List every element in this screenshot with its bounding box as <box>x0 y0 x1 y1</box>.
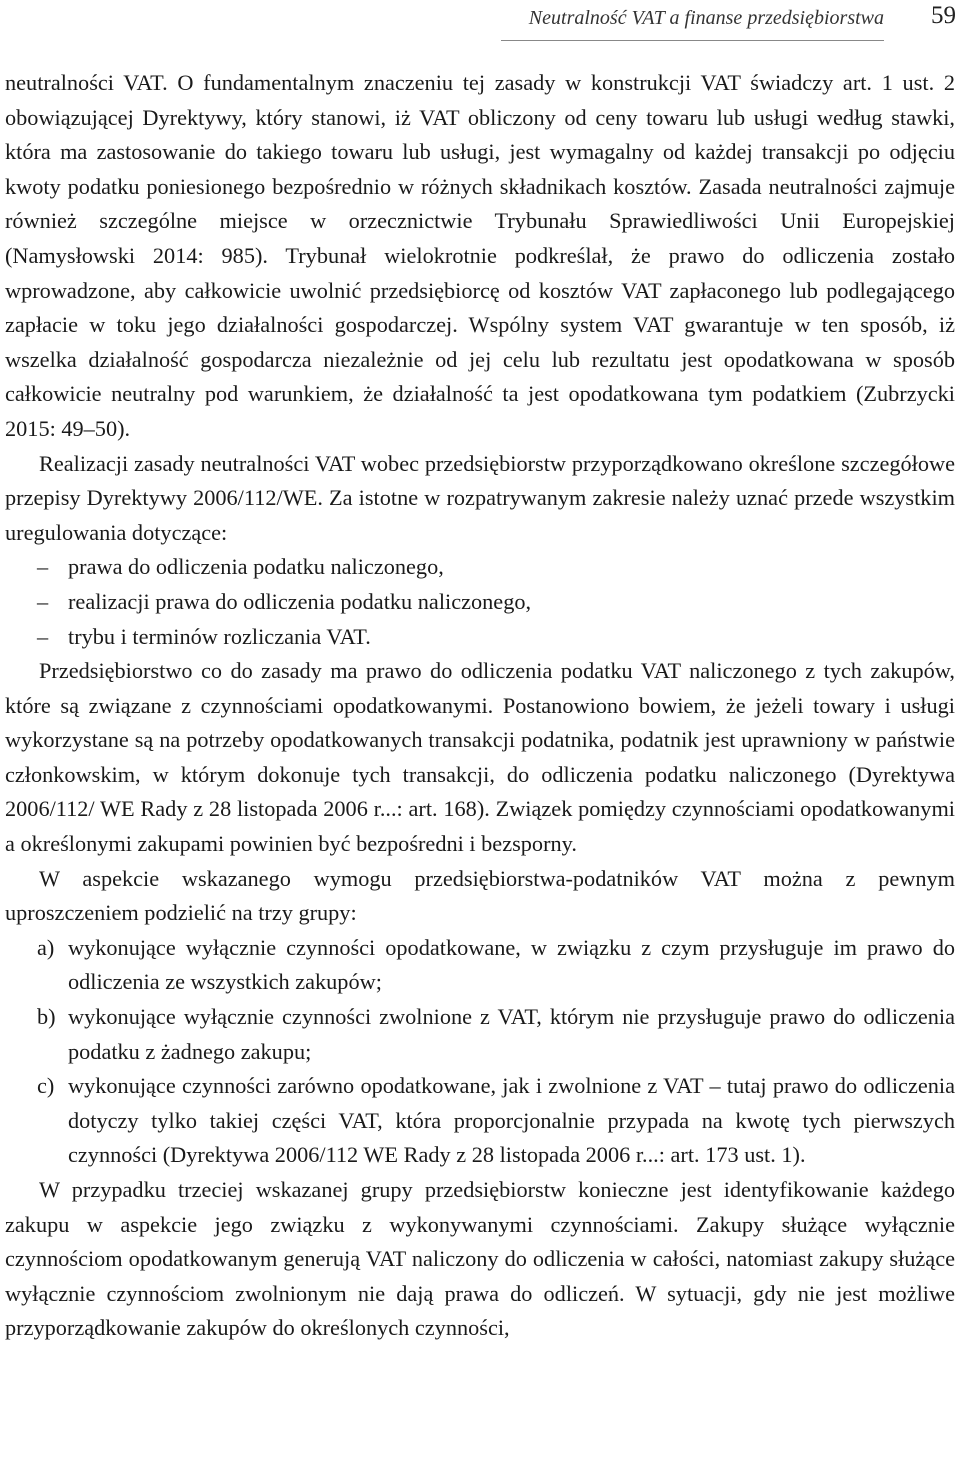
dash-list-item-text: realizacji prawa do odliczenia podatku naliczonego, <box>68 588 532 614</box>
alpha-marker: b) <box>37 1004 56 1030</box>
running-header <box>0 0 960 44</box>
alpha-list <box>5 931 955 1173</box>
paragraph-continued: neutralności VAT. O fundamentalnym znaczeniu tej zasady w konstrukcji VAT świadczy art. 1 ust. 2 obowiązującej Dyrektywy, który stanowi, iż VAT obliczony od ceny towaru lub usługi według stawki, która ma zastosowanie do takiego towaru lub usługi, jest wymagalny od każdej transakcji po odjęciu kwoty podatku poniesionego bezpośrednio w różnych składnikach kosztów. Zasada neutralności zajmuje również szczególne miejsce w orzecznictwie Trybunału Sprawiedliwości Unii Europejskiej (Namysłowski 2014: 985). Trybunał wielokrotnie podkreślał, że prawo do odliczenia zostało wprowadzone, aby całkowicie uwolnić przedsiębiorcę od kosztów VAT zapłaconego lub podlegającego zapłacie w toku jego działalności gospodarczej. Wspólny system VAT gwarantuje w ten sposób, iż wszelka działalność gospodarcza niezależnie od jej celu lub rezultatu jest opodatkowana w sposób całkowicie neutralny pod warunkiem, że działalność ta jest opodatkowana tym podatkiem (Zubrzycki 2015: 49–50). <box>5 70 955 441</box>
paragraph-third-group: W przypadku trzeciej wskazanej grupy przedsiębiorstw konieczne jest identyfikowanie każdego zakupu w aspekcie jego związku z wykonywanymi czynnościami. Zakupy służące wyłącznie czynnościom opodatkowanym generują VAT naliczony do odliczenia w całości, natomiast zakupy służące wyłącznie czynnościom zwolnionym nie dają prawa do odliczeń. W sytuacji, gdy nie jest możliwe przyporządkowanie zakupów do określonych czynności, <box>5 1177 955 1341</box>
alpha-list-item <box>5 931 955 1000</box>
dash-list-item-text: trybu i terminów rozliczania VAT. <box>68 623 371 649</box>
dash-marker: – <box>37 554 49 580</box>
dash-marker: – <box>37 623 49 649</box>
running-header-title: Neutralność VAT a finanse przedsiębiorstwa <box>528 7 884 29</box>
alpha-marker: a) <box>37 934 55 960</box>
dash-list-item <box>5 550 955 585</box>
body-text <box>5 66 955 1346</box>
dash-list <box>5 550 955 654</box>
dash-list-item <box>5 585 955 620</box>
header-rule <box>501 40 884 41</box>
dash-marker: – <box>37 588 49 614</box>
alpha-list-item-text: wykonujące wyłącznie czynności zwolnione z VAT, którym nie przysługuje prawo do odliczenia podatku z żadnego zakupu; <box>68 1004 955 1064</box>
dash-list-item <box>5 620 955 655</box>
paragraph-three-groups: W aspekcie wskazanego wymogu przedsiębiorstwa-podatników VAT można z pewnym uproszczeniem podzielić na trzy grupy: <box>5 865 955 926</box>
alpha-list-item-text: wykonujące czynności zarówno opodatkowane, jak i zwolnione z VAT – tutaj prawo do odliczenia dotyczy tylko takiej części VAT, która proporcjonalnie przypada na kwotę tych pierwszych czynności (Dyrektywa 2006/112 WE Rady z 28 listopada 2006 r...: art. 173 ust. 1). <box>68 1073 955 1168</box>
alpha-list-item <box>5 1000 955 1069</box>
paragraph-deduction-right: Przedsiębiorstwo co do zasady ma prawo do odliczenia podatku VAT naliczonego z tych zakupów, które są związane z czynnościami opodatkowanymi. Postanowiono bowiem, że jeżeli towary i usługi wykorzystane są na potrzeby opodatkowanych transakcji podatnika, podatnik jest uprawniony w państwie członkowskim, w którym dokonuje tych transakcji, do odliczenia podatku naliczonego (Dyrektywa 2006/112/ WE Rady z 28 listopada 2006 r...: art. 168). Związek pomiędzy czynnościami opodatkowanymi a określonymi zakupami powinien być bezpośredni i bezsporny. <box>5 658 955 857</box>
paragraph-directive-rules: Realizacji zasady neutralności VAT wobec przedsiębiorstw przyporządkowano określone szczegółowe przepisy Dyrektywy 2006/112/WE. Za istotne w rozpatrywanym zakresie należy uznać przede wszystkim uregulowania dotyczące: <box>5 450 955 545</box>
dash-list-item-text: prawa do odliczenia podatku naliczonego, <box>68 554 444 580</box>
page-number: 59 <box>931 2 956 29</box>
alpha-marker: c) <box>37 1073 55 1099</box>
alpha-list-item-text: wykonujące wyłącznie czynności opodatkowane, w związku z czym przysługuje im prawo do odliczenia ze wszystkich zakupów; <box>68 934 955 995</box>
alpha-list-item <box>5 1069 955 1173</box>
